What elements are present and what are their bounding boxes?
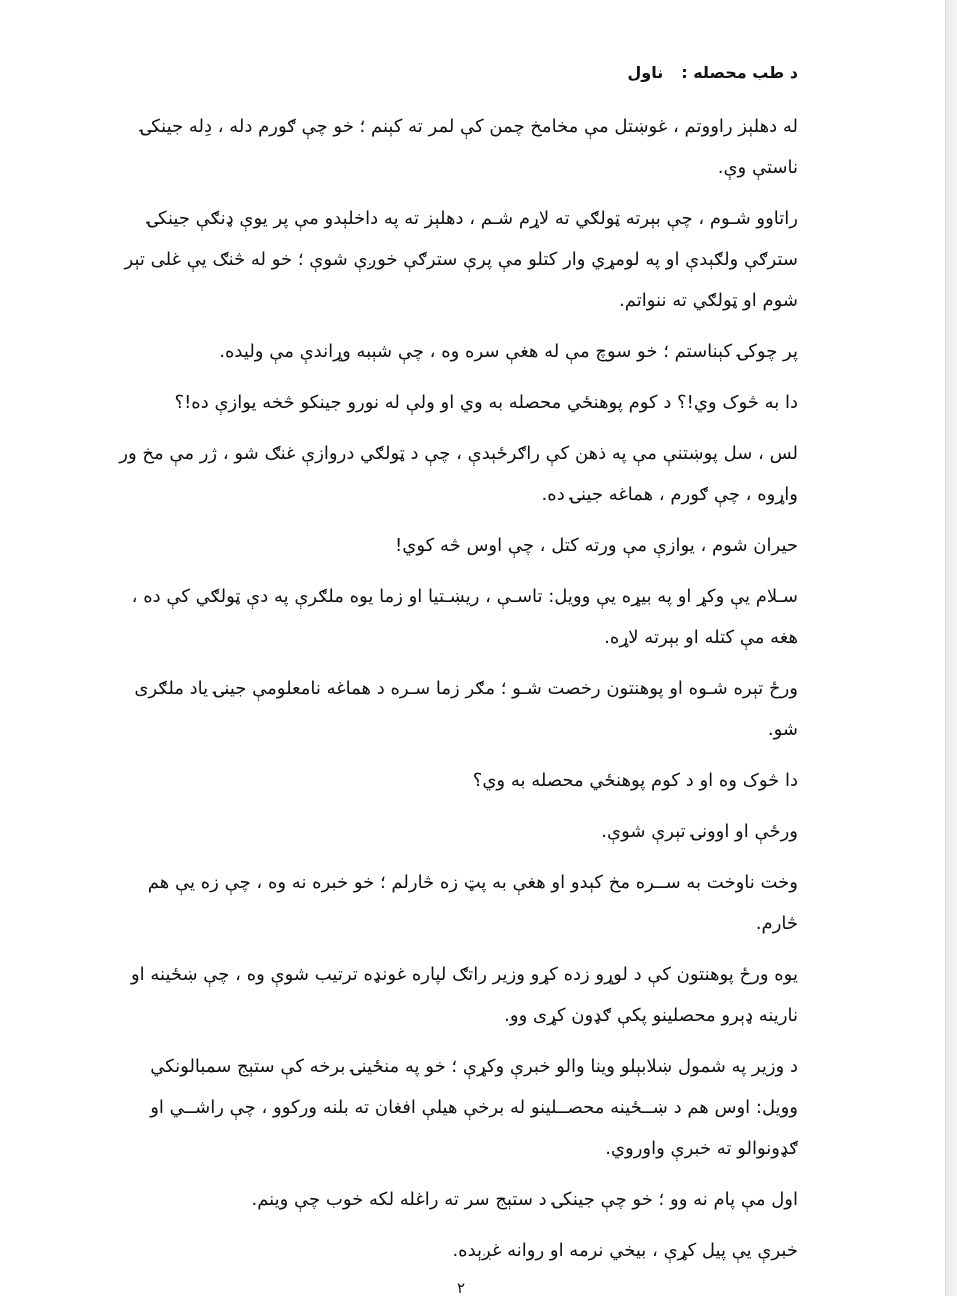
paragraph: لس ، سل پوښتنې مې په ذهن کې راګرځېدې ، چې د ټولګي دروازې غنګ شو ، ژر مې مخ ور واړوه ، چې ګورم ، هماغه جینۍ ده.: [119, 443, 798, 505]
paragraph: یوه ورځ پوهنتون کې د لوړو زده کړو وزیر راتګ لپاره غونډه ترتیب شوې وه ، چې ښځینه او نارینه ډېرو محصلینو پکې ګډون کړی وو.: [130, 964, 798, 1026]
paragraph: حیران شوم ، یوازې مې ورته کتل ، چې اوس څه کوي!: [395, 535, 798, 556]
paragraph: اول مې پام نه وو ؛ خو چې جینکۍ د ستېج سر ته راغله لکه خوب چې وينم.: [251, 1189, 798, 1210]
page-edge: [945, 0, 957, 1296]
paragraph: له دهلېز راووتم ، غوښتل مې مخامخ چمن کې لمر ته کېنم ؛ خو چې ګورم دله ، دِله جینکۍ ناستې وې.: [140, 116, 798, 178]
body-text: [108, 106, 798, 1281]
paragraph: راتاوو شـوم ، چې بېرته ټولګي ته لاړم شـم ، دهلېز ته په داخلېدو مې پر یوې ډنګې جینکۍ سترګې ولګېدې او په لومړي وار کتلو مې پرې سترګې خوږې شوې ؛ خو له څنګ يې غلی تېر شوم او ټولګي ته ننواتم.: [124, 208, 798, 311]
page-number: ۲: [456, 1279, 466, 1297]
paragraph: ورځ تېره شـوه او پوهنتون رخصت شـو ؛ مګر زما سـره د هماغه نامعلومې جینۍ یاد ملګری شو.: [134, 678, 798, 740]
running-header: [98, 58, 798, 88]
paragraph: د وزیر په شمول ښلابېلو وینا والو خبرې وکړې ؛ خو په منځینۍ برخه کې ستېج سمبالونکي وويل: اوس هم د ښــځينه محصــلينو له برخې هيلې افغان ته بلنه ورکوو ، چې راشــي او ګډونوالو ته خبرې واوروي.: [150, 1056, 798, 1159]
header-genre: ناول: [627, 63, 664, 82]
paragraph: خبرې يې پیل کړې ، بيخي نرمه او روانه غږېده.: [452, 1240, 798, 1261]
paragraph: سـلام يې وکړ او په بيړه يې وويل: تاسـې ، ريښـتيا او زما يوه ملګرې په دې ټولګي کې ده ، هغه مې کتله او بېرته لاړه.: [131, 586, 798, 648]
header-book-title: د طب محصله :: [681, 63, 798, 82]
paragraph: دا څوک وه او د کوم پوهنځي محصله به وي؟: [472, 770, 798, 791]
paragraph: دا به څوک وي!؟ د کوم پوهنځي محصله به وي او ولې له نورو جینکو څخه یوازې ده!؟: [174, 392, 798, 413]
paragraph: پر چوکۍ کېناستم ؛ خو سوچ مې له هغې سره وه ، چې شېبه وړاندې مې ولیده.: [219, 341, 798, 362]
paragraph: وخت ناوخت به ســره مخ کېدو او هغې به پټ زه څارلم ؛ خو خبره نه وه ، چې زه يې هم څارم.: [147, 872, 798, 934]
paragraph: ورځې او اوونۍ تېرې شوې.: [601, 821, 798, 842]
